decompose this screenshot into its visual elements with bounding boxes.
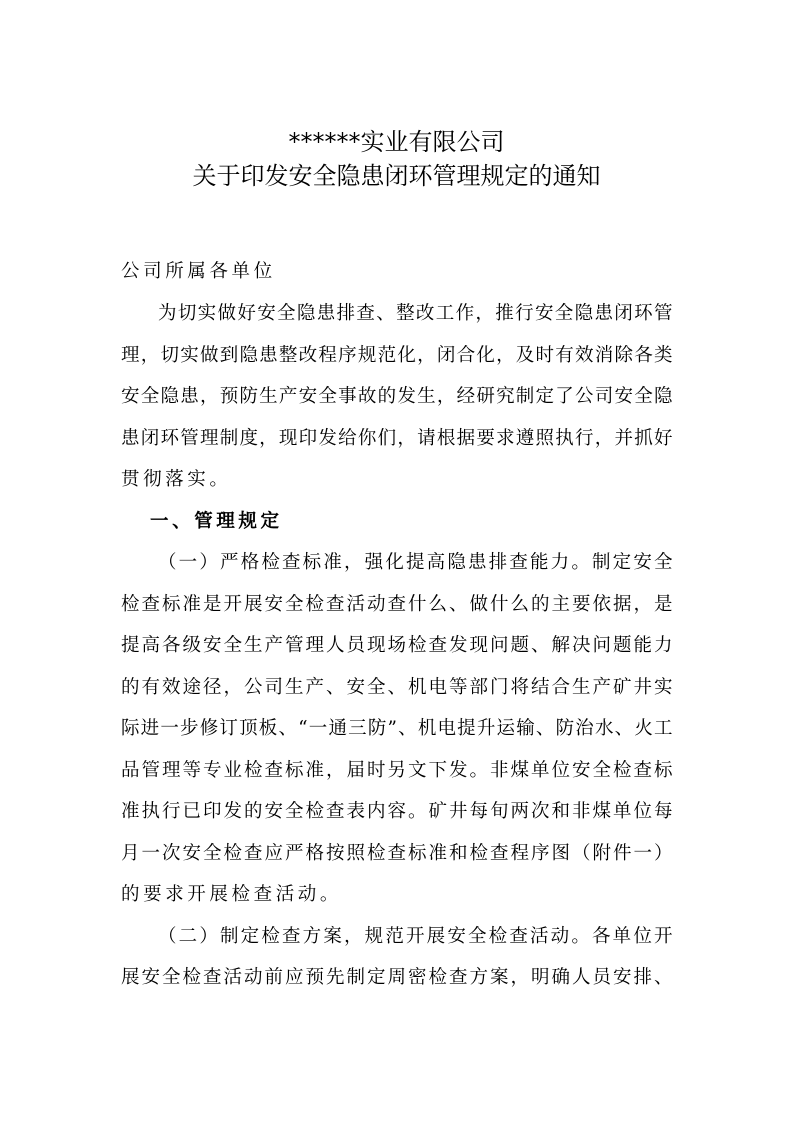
intro-line: 为切实做好安全隐患排查、整改工作，推行安全隐患闭环管 bbox=[158, 303, 673, 324]
intro-line: 理，切实做到隐患整改程序规范化，闭合化，及时有效消除各类 bbox=[121, 345, 673, 366]
intro-line: 安全隐患，预防生产安全事故的发生，经研究制定了公司安全隐 bbox=[121, 386, 673, 407]
item1-line: 际进一步修订顶板、“一通三防”、机电提升运输、防治水、火工 bbox=[121, 718, 673, 739]
item1-line: 的要求开展检查活动。 bbox=[121, 884, 343, 905]
notice-title: 关于印发安全隐患闭环管理规定的通知 bbox=[192, 162, 601, 190]
company-title: ******实业有限公司 bbox=[288, 128, 505, 156]
item1-line: 检查标准是开展安全检查活动查什么、做什么的主要依据，是 bbox=[121, 594, 673, 615]
item1-line: 品管理等专业检查标准，届时另文下发。非煤单位安全检查标 bbox=[121, 760, 673, 781]
item1-line: 月一次安全检查应严格按照检查标准和检查程序图（附件一） bbox=[121, 843, 673, 864]
salutation: 公司所属各单位 bbox=[121, 261, 276, 282]
intro-line: 患闭环管理制度，现印发给你们，请根据要求遵照执行，并抓好 bbox=[121, 428, 673, 449]
intro-line: 贯彻落实。 bbox=[121, 469, 232, 490]
item1-line: 提高各级安全生产管理人员现场检查发现问题、解决问题能力 bbox=[121, 635, 673, 656]
item1-line: 准执行已印发的安全检查表内容。矿井每旬两次和非煤单位每 bbox=[121, 801, 673, 822]
item1-line: 的有效途径，公司生产、安全、机电等部门将结合生产矿井实 bbox=[121, 677, 673, 698]
item2-line: 展安全检查活动前应预先制定周密检查方案，明确人员安排、 bbox=[121, 967, 673, 988]
item2-line: （二）制定检查方案，规范开展安全检查活动。各单位开 bbox=[158, 926, 673, 947]
section-heading: 一、管理规定 bbox=[150, 511, 283, 532]
item1-line: （一）严格检查标准，强化提高隐患排查能力。制定安全 bbox=[158, 552, 673, 573]
